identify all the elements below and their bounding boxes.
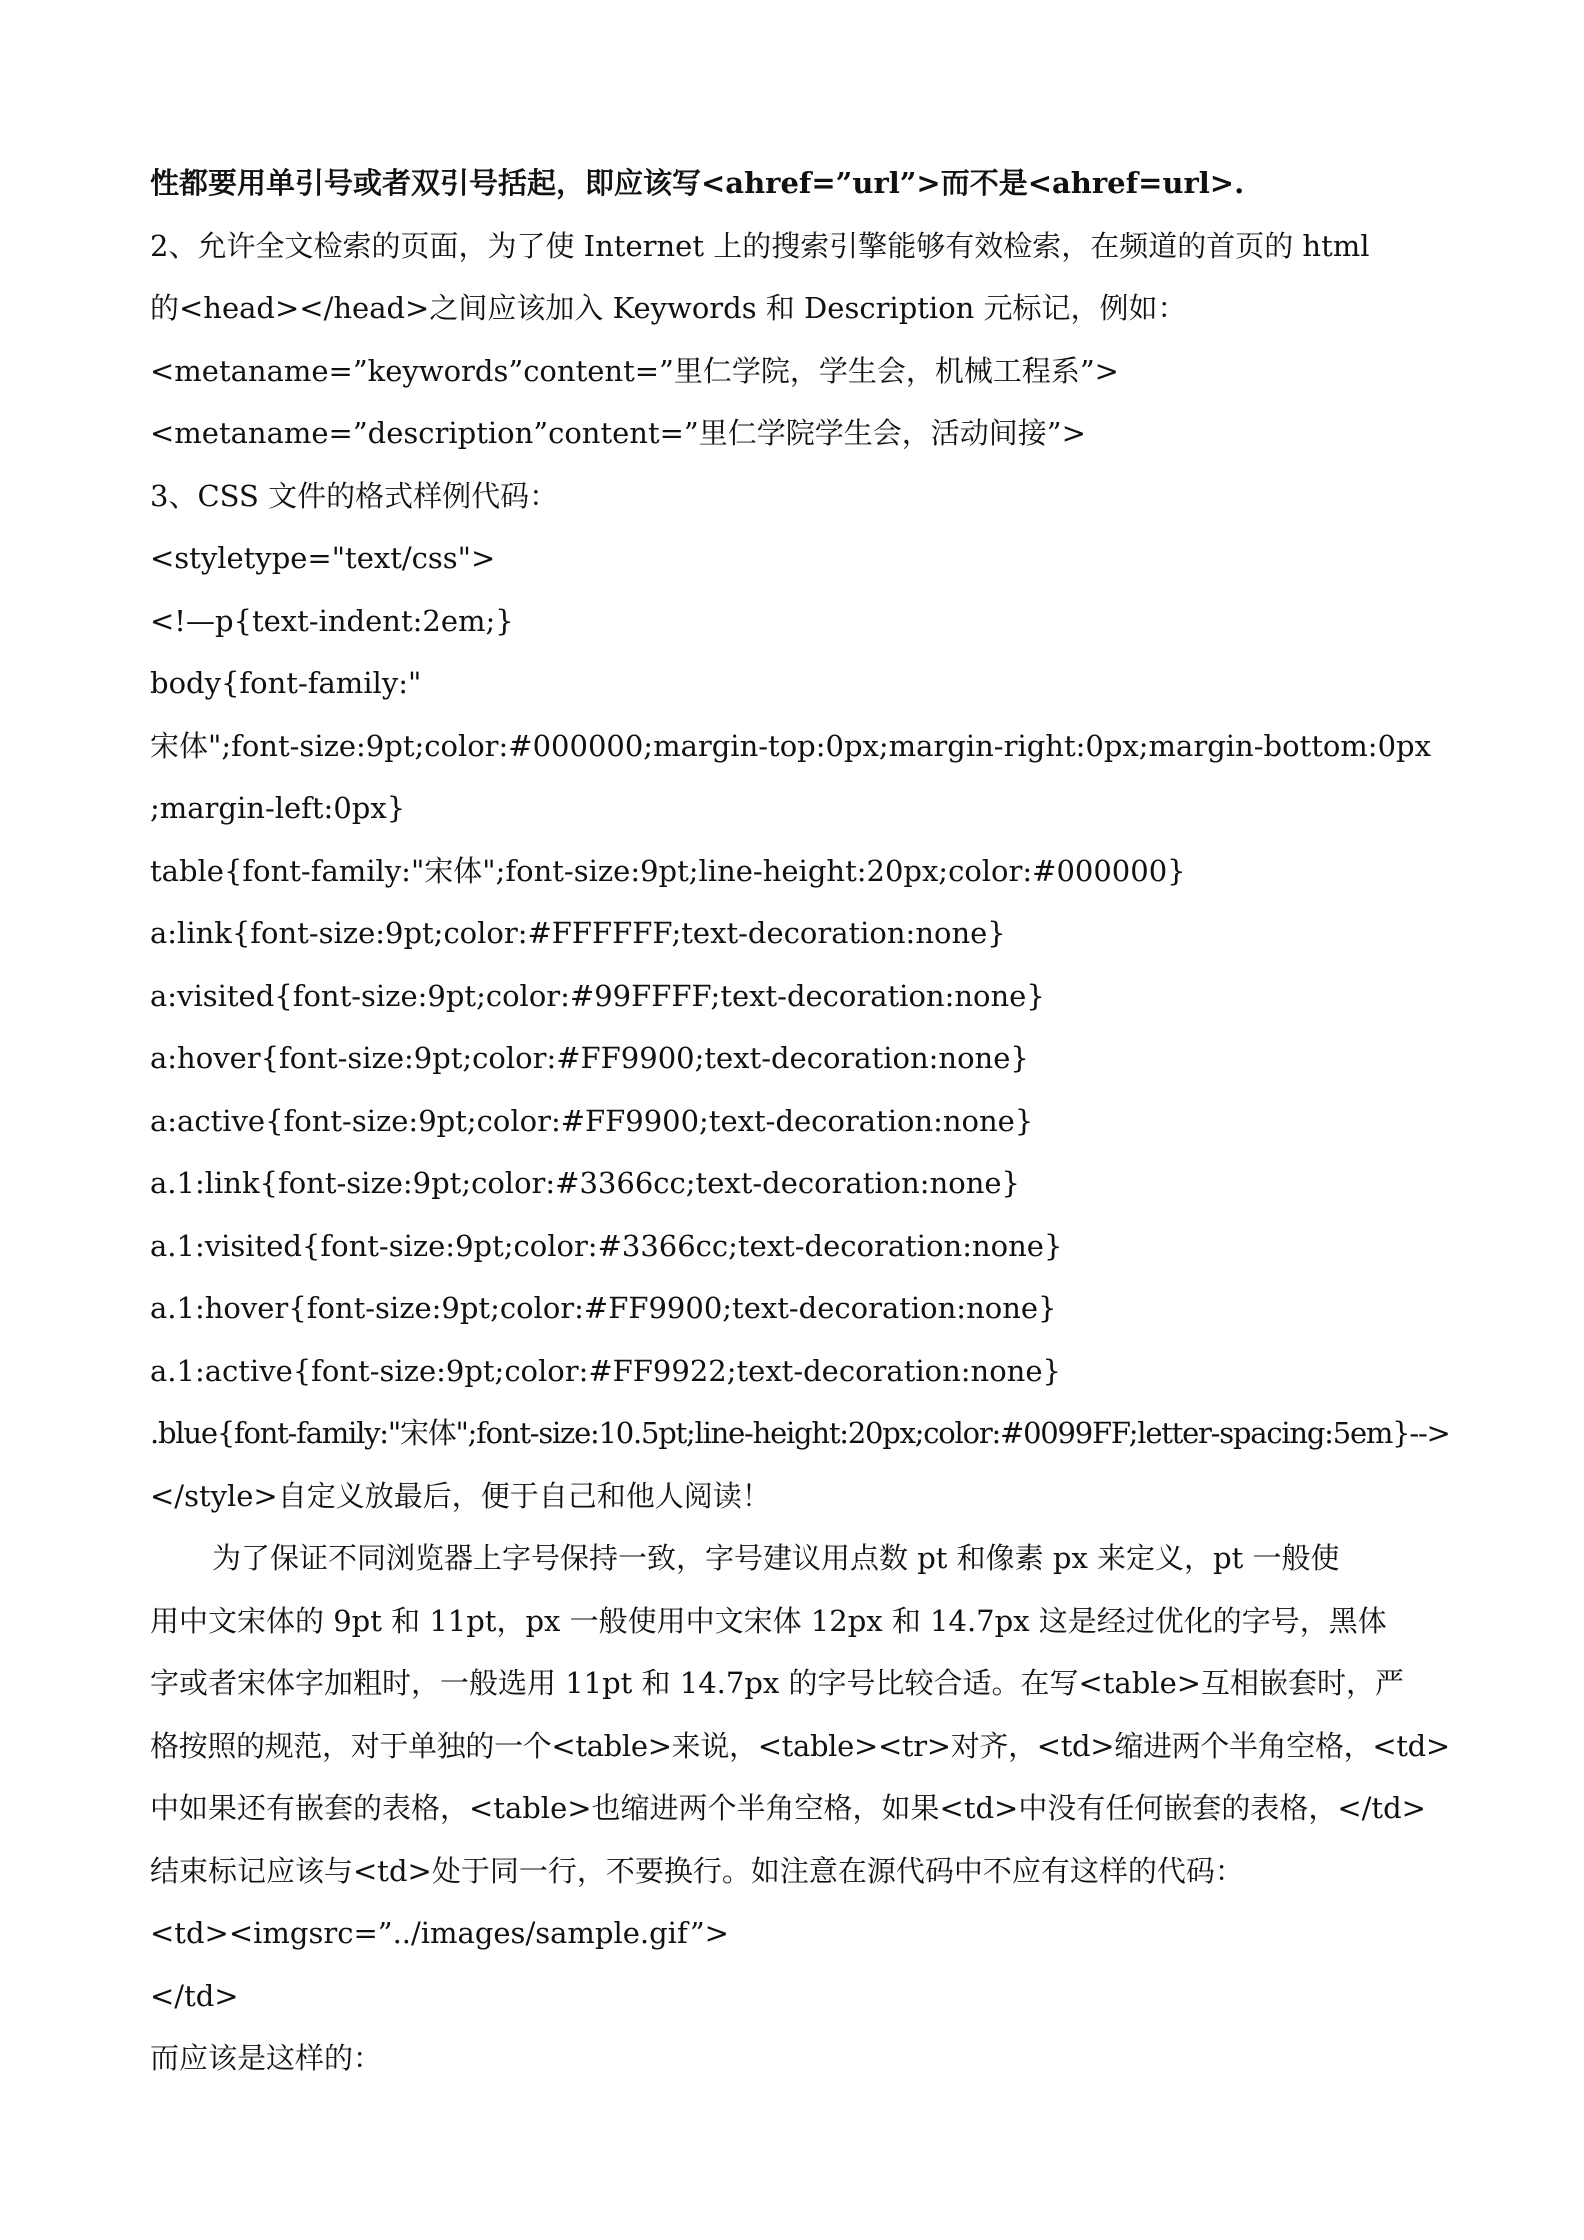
text-line-2: 2、允许全文检索的页面，为了使 Internet 上的搜索引擎能够有效检索，在频道的首页的 html [150, 228, 1370, 263]
paragraph-line-5: 中如果还有嵌套的表格，<table>也缩进两个半角空格，如果<td>中没有任何嵌套的表格，</td> [150, 1791, 1426, 1825]
code-line-style-open: <styletype="text/css"> [150, 541, 496, 575]
code-line-a-hover: a:hover{font-size:9pt;color:#FF9900;text-decoration:none} [150, 1041, 1029, 1075]
paragraph-line-3: 字或者宋体字加粗时，一般选用 11pt 和 14.7px 的字号比较合适。在写<table>互相嵌套时，严 [150, 1666, 1405, 1700]
code-line-a1-link: a.1:link{font-size:9pt;color:#3366cc;text-decoration:none} [150, 1166, 1020, 1200]
section-heading-css: 3、CSS 文件的格式样例代码： [150, 478, 559, 513]
code-line-a-link: a:link{font-size:9pt;color:#FFFFFF;text-decoration:none} [150, 916, 1006, 950]
text-line-1: 性都要用单引号或者双引号括起，即应该写<ahref=”url”>而不是<ahref=url>. [150, 166, 1245, 200]
code-line-blue: .blue{font-family:"宋体";font-size:10.5pt;line-height:20px;color:#0099FF;letter-spacing:5em}--> [150, 1416, 1450, 1450]
text-line-last: 而应该是这样的： [150, 2041, 383, 2075]
code-line-body-close: ;margin-left:0px} [150, 791, 406, 825]
paragraph-line-4: 格按照的规范，对于单独的一个<table>来说，<table><tr>对齐，<td>缩进两个半角空格，<td> [150, 1728, 1450, 1763]
code-line-body-open: body{font-family:" [150, 666, 422, 700]
code-line-a-visited: a:visited{font-size:9pt;color:#99FFFF;text-decoration:none} [150, 978, 1045, 1013]
code-line-table: table{font-family:"宋体";font-size:9pt;line-height:20px;color:#000000} [150, 853, 1186, 888]
code-line-p-indent: <!—p{text-indent:2em;} [150, 603, 514, 638]
document-page [150, 152, 1450, 2090]
text-line-3: 的<head></head>之间应该加入 Keywords 和 Description 元标记，例如： [150, 291, 1187, 325]
paragraph-line-1: 为了保证不同浏览器上字号保持一致，字号建议用点数 pt 和像素 px 来定义，pt 一般使 [212, 1541, 1340, 1575]
code-line-meta-description: <metaname=”description”content=”里仁学院学生会，活动间接”> [150, 416, 1086, 450]
code-line-a1-visited: a.1:visited{font-size:9pt;color:#3366cc;text-decoration:none} [150, 1228, 1063, 1263]
code-line-td-close: </td> [150, 1978, 239, 2013]
paragraph-line-6: 结束标记应该与<td>处于同一行，不要换行。如注意在源代码中不应有这样的代码： [150, 1853, 1244, 1888]
code-line-a-active: a:active{font-size:9pt;color:#FF9900;text-decoration:none} [150, 1103, 1034, 1138]
code-line-td-img: <td><imgsrc=”../images/sample.gif”> [150, 1916, 729, 1950]
code-line-a1-hover: a.1:hover{font-size:9pt;color:#FF9900;text-decoration:none} [150, 1291, 1057, 1325]
paragraph-line-2: 用中文宋体的 9pt 和 11pt，px 一般使用中文宋体 12px 和 14.7px 这是经过优化的字号，黑体 [150, 1603, 1387, 1638]
code-line-meta-keywords: <metaname=”keywords”content=”里仁学院，学生会，机械工程系”> [150, 353, 1119, 388]
code-line-body-props: 宋体";font-size:9pt;color:#000000;margin-top:0px;margin-right:0px;margin-bottom:0px [150, 728, 1431, 763]
code-line-style-close: </style>自定义放最后，便于自己和他人阅读！ [150, 1478, 771, 1513]
code-line-a1-active: a.1:active{font-size:9pt;color:#FF9922;text-decoration:none} [150, 1353, 1061, 1388]
